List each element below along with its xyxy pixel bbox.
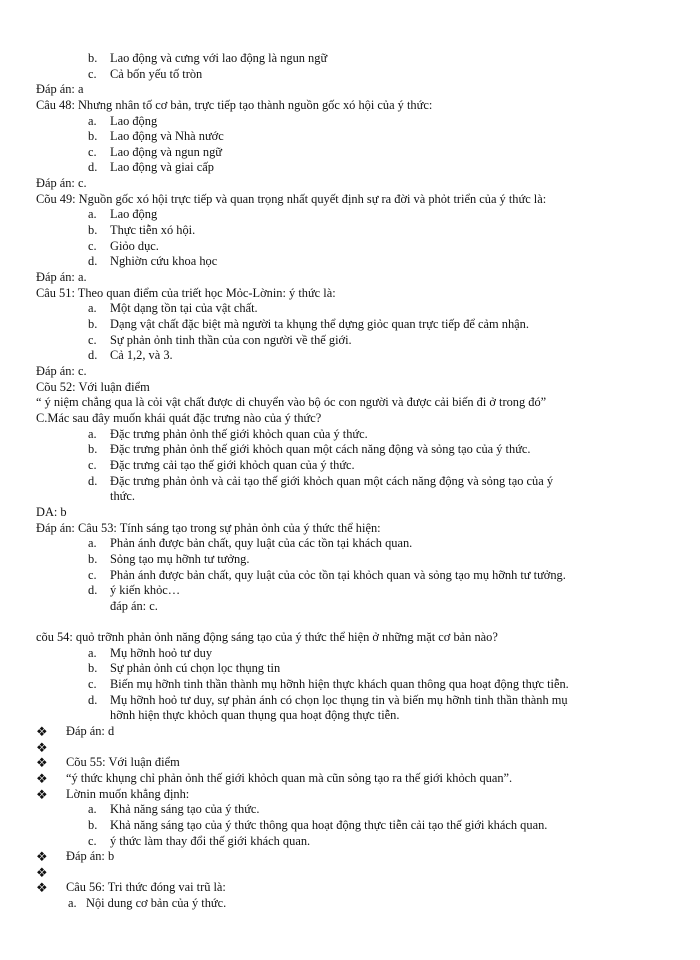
diamond-bullet-icon: ❖ [36,724,48,739]
question-line: Câu 51: Theo quan điểm của triết học Mỏc-Lờnin: ý thức là: [36,286,336,300]
option-text: Lao động và cưng với lao động là ngun ngữ [110,51,328,65]
option-text: Khả năng sáng tạo của ý thức thông qua hoạt động thực tiễn cải tạo thế giới khách quan. [110,818,548,832]
option-label: a. [88,427,97,441]
option-label: a. [88,207,97,221]
option-label: b. [88,317,98,331]
option-text: Dạng vật chất đặc biệt mà người ta khụng thể dựng giỏc quan trực tiếp để cảm nhận. [110,317,529,331]
option-label: a. [88,114,97,128]
option-label: a. [88,536,97,550]
option-label: a. [88,646,97,660]
option-label: b. [88,818,98,832]
answer-line: DA: b [36,505,67,519]
option-label: b. [88,223,98,237]
option-text: Nghiờn cứu khoa học [110,254,218,268]
option-text: ý thức làm thay đổi thế giới khách quan. [110,834,311,848]
option-label: c. [88,677,97,691]
option-text: Lao động [110,114,158,128]
question-line: Cõu 52: Với luận điểm [36,380,150,394]
option-text: Đặc trưng phản ỏnh thế giới khỏch quan một cách năng động và sỏng tạo của ý thức. [110,442,531,456]
diamond-bullet-icon: ❖ [36,787,48,802]
question-line: Cõu 49: Nguồn gốc xó hội trực tiếp và quan trọng nhất quyết định sự ra đời và phỏt triển của ý thức là: [36,192,547,206]
option-text: Cả 1,2, và 3. [110,348,173,362]
option-text: ý kiến khỏc… [110,583,181,597]
option-text: Đặc trưng phản ỏnh và cải tạo thế giới khỏch quan một cách năng động và sỏng tạo của ý [110,474,554,488]
option-text: Phản ánh được bản chất, quy luật của các tồn tại khách quan. [110,536,413,550]
option-label: b. [88,552,98,566]
option-text: Biến mụ hỡnh tinh thần thành mụ hỡnh hiện thực khách quan thông qua hoạt động thực tiễn. [110,677,569,691]
option-label: c. [88,834,97,848]
option-label: c. [88,145,97,159]
option-label: d. [88,583,98,597]
option-label: c. [88,239,97,253]
option-label: d. [88,348,98,362]
option-text: Một dạng tồn tại của vật chất. [110,301,258,315]
question-line: Câu 48: Nhưng nhân tố cơ bản, trực tiếp tạo thành nguồn gốc xó hội của ý thức: [36,98,433,112]
option-label: d. [88,254,98,268]
option-text: Đặc trưng cải tạo thế giới khỏch quan của ý thức. [110,458,355,472]
quote-line: “ý thức khụng chỉ phản ỏnh thế giới khỏch quan mà cũn sỏng tạo ra thế giới khỏch quan”. [66,771,513,785]
diamond-bullet-icon: ❖ [36,865,48,880]
option-text: Cả bốn yếu tố tròn [110,67,203,81]
option-text: Nội dung cơ bản của ý thức. [86,896,227,910]
option-label: b. [88,442,98,456]
question-line: Cõu 55: Với luận điểm [66,755,180,769]
option-label: c. [88,333,97,347]
option-text: Sự phản ỏnh tinh thần của con người về thế giới. [110,333,352,347]
option-text: Khả năng sáng tạo của ý thức. [110,802,260,816]
option-text: Lao động và ngun ngữ [110,145,223,159]
option-text-continued: thức. [110,489,135,503]
answer-line: đáp án: c. [110,599,158,613]
option-label: a. [68,896,77,910]
option-label: a. [88,802,97,816]
diamond-bullet-icon: ❖ [36,755,48,770]
option-label: b. [88,129,98,143]
option-label: b. [88,661,98,675]
answer-line: Đáp án: c. [36,364,87,378]
option-text: Phản ánh được bản chất, quy luật của cỏc tồn tại khỏch quan và sỏng tạo mụ hỡnh tư tưởng. [110,568,566,582]
option-label: c. [88,67,97,81]
option-text: Lao động và giai cấp [110,160,214,174]
quote-line: “ ý niệm chẳng qua là cỏi vật chất được di chuyển vào bộ óc con người và được cải biến đi ở trong đó” [36,395,547,409]
question-line: Câu 56: Tri thức đóng vai trũ là: [66,880,226,894]
option-text: Mụ hỡnh hoỏ tư duy, sự phản ánh có chọn lọc thụng tin và biến mụ hỡnh tinh thần thành mụ [110,693,568,707]
option-text: Thực tiễn xó hội. [110,223,196,237]
option-label: d. [88,160,98,174]
option-text-continued: hỡnh hiện thực khỏch quan thụng qua hoạt động thực tiễn. [110,708,400,722]
option-label: c. [88,568,97,582]
option-label: a. [88,301,97,315]
option-text: Sỏng tạo mụ hỡnh tư tưởng. [110,552,250,566]
question-line: Lờnin muốn khẳng định: [66,787,190,801]
option-text: Giỏo dục. [110,239,159,253]
option-text: Lao động [110,207,158,221]
question-line: C.Mác sau đây muốn khái quát đặc trưng nào của ý thức? [36,411,322,425]
question-line: Đáp án: Câu 53: Tính sáng tạo trong sự phản ỏnh của ý thức thể hiện: [36,521,381,535]
diamond-bullet-icon: ❖ [36,771,48,786]
answer-line: Đáp án: d [66,724,115,738]
question-line: cõu 54: quỏ trỡnh phản ỏnh năng động sáng tạo của ý thức thể hiện ở những mặt cơ bản nào? [36,630,498,644]
option-label: d. [88,693,98,707]
option-label: c. [88,458,97,472]
diamond-bullet-icon: ❖ [36,849,48,864]
answer-line: Đáp án: c. [36,176,87,190]
option-text: Lao động và Nhà nước [110,129,224,143]
option-label: d. [88,474,98,488]
option-text: Đặc trưng phản ỏnh thế giới khỏch quan của ý thức. [110,427,368,441]
answer-line: Đáp án: a. [36,270,87,284]
answer-line: Đáp án: a [36,82,84,96]
option-text: Sự phản ỏnh cú chọn lọc thụng tin [110,661,281,675]
diamond-bullet-icon: ❖ [36,880,48,895]
answer-line: Đáp án: b [66,849,115,863]
option-label: b. [88,51,98,65]
option-text: Mụ hỡnh hoỏ tư duy [110,646,213,660]
diamond-bullet-icon: ❖ [36,740,48,755]
